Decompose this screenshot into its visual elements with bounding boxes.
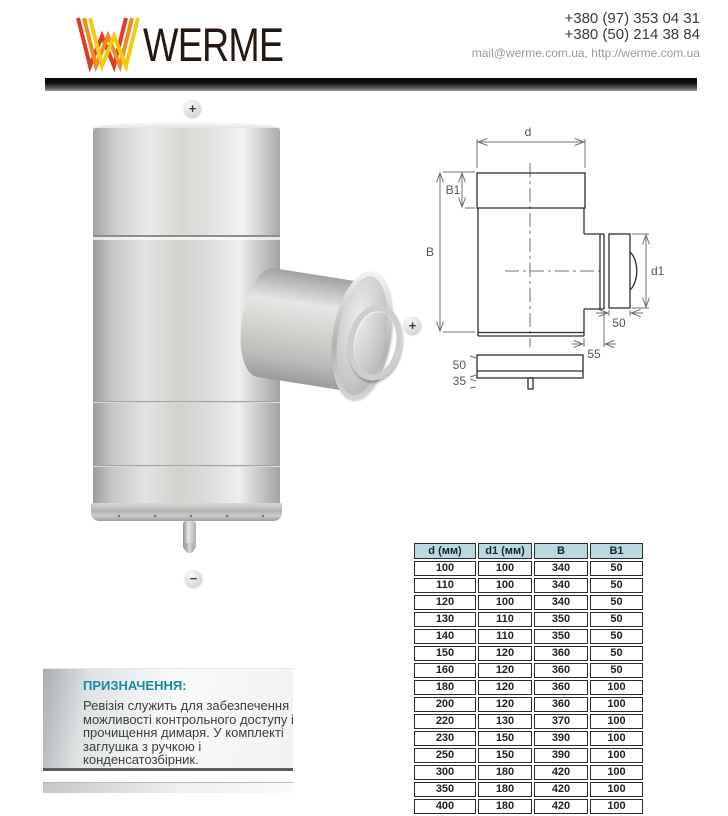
table-cell: 100 [590, 799, 643, 814]
dim-label-cap-50: 50 [612, 316, 626, 330]
technical-drawing [420, 115, 720, 415]
dim-label-d1: d1 [651, 264, 665, 278]
table-cell: 110 [478, 629, 532, 644]
photo-zoom-in-button[interactable]: + [184, 100, 201, 117]
bottom-gradient-strip [43, 782, 293, 793]
table-cell: 340 [534, 595, 588, 610]
table-cell: 140 [414, 629, 476, 644]
table-cell: 360 [534, 646, 588, 661]
brand-name: WERME [143, 17, 284, 71]
inspection-port [232, 253, 403, 407]
table-row [414, 782, 643, 797]
table-cell: 350 [534, 612, 588, 627]
table-cell: 120 [478, 697, 532, 712]
size-table [412, 541, 645, 816]
table-cell: 120 [478, 680, 532, 695]
size-table-column-header: d1 (мм) [478, 543, 532, 559]
purpose-text-line: заглушка з ручкою і [83, 738, 202, 754]
purpose-text-line: можливості контрольного доступу і [83, 711, 294, 727]
table-cell: 50 [590, 561, 643, 576]
table-cell: 360 [534, 680, 588, 695]
table-cell: 120 [478, 646, 532, 661]
table-cell: 50 [590, 629, 643, 644]
contact-block [472, 11, 700, 60]
table-cell: 100 [590, 782, 643, 797]
table-cell: 130 [478, 714, 532, 729]
table-cell: 340 [534, 578, 588, 593]
size-table-header-row [414, 543, 643, 559]
dim-label-55: 55 [587, 347, 601, 361]
size-table-column-header: d (мм) [414, 543, 476, 559]
table-cell: 220 [414, 714, 476, 729]
table-cell: 400 [414, 799, 476, 814]
table-cell: 50 [590, 595, 643, 610]
table-cell: 360 [534, 697, 588, 712]
phone-number-2: +380 (50) 214 38 84 [564, 26, 700, 43]
pipe-seam [93, 465, 280, 467]
table-cell: 120 [478, 663, 532, 678]
table-cell: 100 [478, 561, 532, 576]
table-row [414, 731, 643, 746]
table-cell: 150 [478, 731, 532, 746]
condensate-collector [91, 503, 282, 521]
phone-number-1: +380 (97) 353 04 31 [564, 10, 700, 27]
dim-label-collector-50: 50 [452, 358, 466, 372]
dim-label-collector-35: 35 [452, 374, 466, 388]
product-photo[interactable] [60, 95, 410, 585]
table-cell: 340 [534, 561, 588, 576]
table-cell: 100 [478, 578, 532, 593]
table-cell: 50 [590, 646, 643, 661]
table-row [414, 595, 643, 610]
purpose-text-line: Ревізія служить для забезпечення [83, 698, 290, 713]
table-row [414, 561, 643, 576]
pipe-collar [93, 128, 280, 237]
table-cell: 360 [534, 663, 588, 678]
drain-pin [183, 521, 196, 551]
table-cell: 100 [590, 731, 643, 746]
table-cell: 180 [478, 799, 532, 814]
table-cell: 100 [590, 680, 643, 695]
header-divider [45, 78, 697, 91]
table-row [414, 799, 643, 814]
table-row [414, 629, 643, 644]
table-cell: 50 [590, 663, 643, 678]
table-cell: 250 [414, 748, 476, 763]
pipe-seam [93, 401, 280, 403]
table-cell: 100 [590, 697, 643, 712]
table-row [414, 578, 643, 593]
dimension-lines [440, 139, 649, 388]
table-cell: 50 [590, 612, 643, 627]
table-cell: 370 [534, 714, 588, 729]
table-row [414, 680, 643, 695]
table-cell: 100 [590, 714, 643, 729]
table-cell: 390 [534, 731, 588, 746]
table-cell: 150 [414, 646, 476, 661]
table-cell: 50 [590, 578, 643, 593]
table-cell: 180 [478, 782, 532, 797]
table-cell: 150 [478, 748, 532, 763]
dim-label-B1: B1 [445, 183, 461, 197]
size-table-column-header: B [534, 543, 588, 559]
table-cell: 160 [414, 663, 476, 678]
table-cell: 180 [414, 680, 476, 695]
email-website-line[interactable]: mail@werme.com.ua, http://werme.com.ua [471, 46, 700, 60]
table-cell: 420 [534, 782, 588, 797]
table-row [414, 612, 643, 627]
table-row [414, 646, 643, 661]
size-table-column-header: B1 [590, 543, 643, 559]
table-cell: 300 [414, 765, 476, 780]
table-cell: 100 [590, 765, 643, 780]
purpose-text-line: прочищення димаря. У комплекті [83, 725, 284, 740]
table-cell: 350 [414, 782, 476, 797]
tee-outline [477, 173, 637, 389]
table-cell: 130 [414, 612, 476, 627]
table-row [414, 765, 643, 780]
table-row [414, 663, 643, 678]
dim-label-B: B [425, 245, 435, 259]
drawing-zoom-in-button[interactable]: + [404, 317, 421, 334]
werme-w-icon [75, 14, 139, 74]
table-cell: 390 [534, 748, 588, 763]
dim-label-d: d [524, 125, 532, 139]
table-cell: 100 [414, 561, 476, 576]
brand-logo[interactable] [75, 14, 305, 74]
table-cell: 110 [414, 578, 476, 593]
purpose-info-box [43, 668, 293, 771]
table-cell: 100 [478, 595, 532, 610]
purpose-text [83, 698, 294, 767]
table-row [414, 697, 643, 712]
centerlines [505, 163, 600, 347]
table-row [414, 748, 643, 763]
size-table-body [414, 561, 643, 814]
table-cell: 420 [534, 799, 588, 814]
table-cell: 100 [590, 748, 643, 763]
purpose-title: ПРИЗНАЧЕННЯ: [83, 678, 187, 693]
table-cell: 200 [414, 697, 476, 712]
table-cell: 230 [414, 731, 476, 746]
purpose-text-line: конденсатозбірник. [83, 752, 199, 767]
table-cell: 420 [534, 765, 588, 780]
table-cell: 180 [478, 765, 532, 780]
photo-zoom-out-button[interactable]: − [185, 570, 202, 587]
table-cell: 120 [414, 595, 476, 610]
table-row [414, 714, 643, 729]
table-cell: 110 [478, 612, 532, 627]
table-cell: 350 [534, 629, 588, 644]
